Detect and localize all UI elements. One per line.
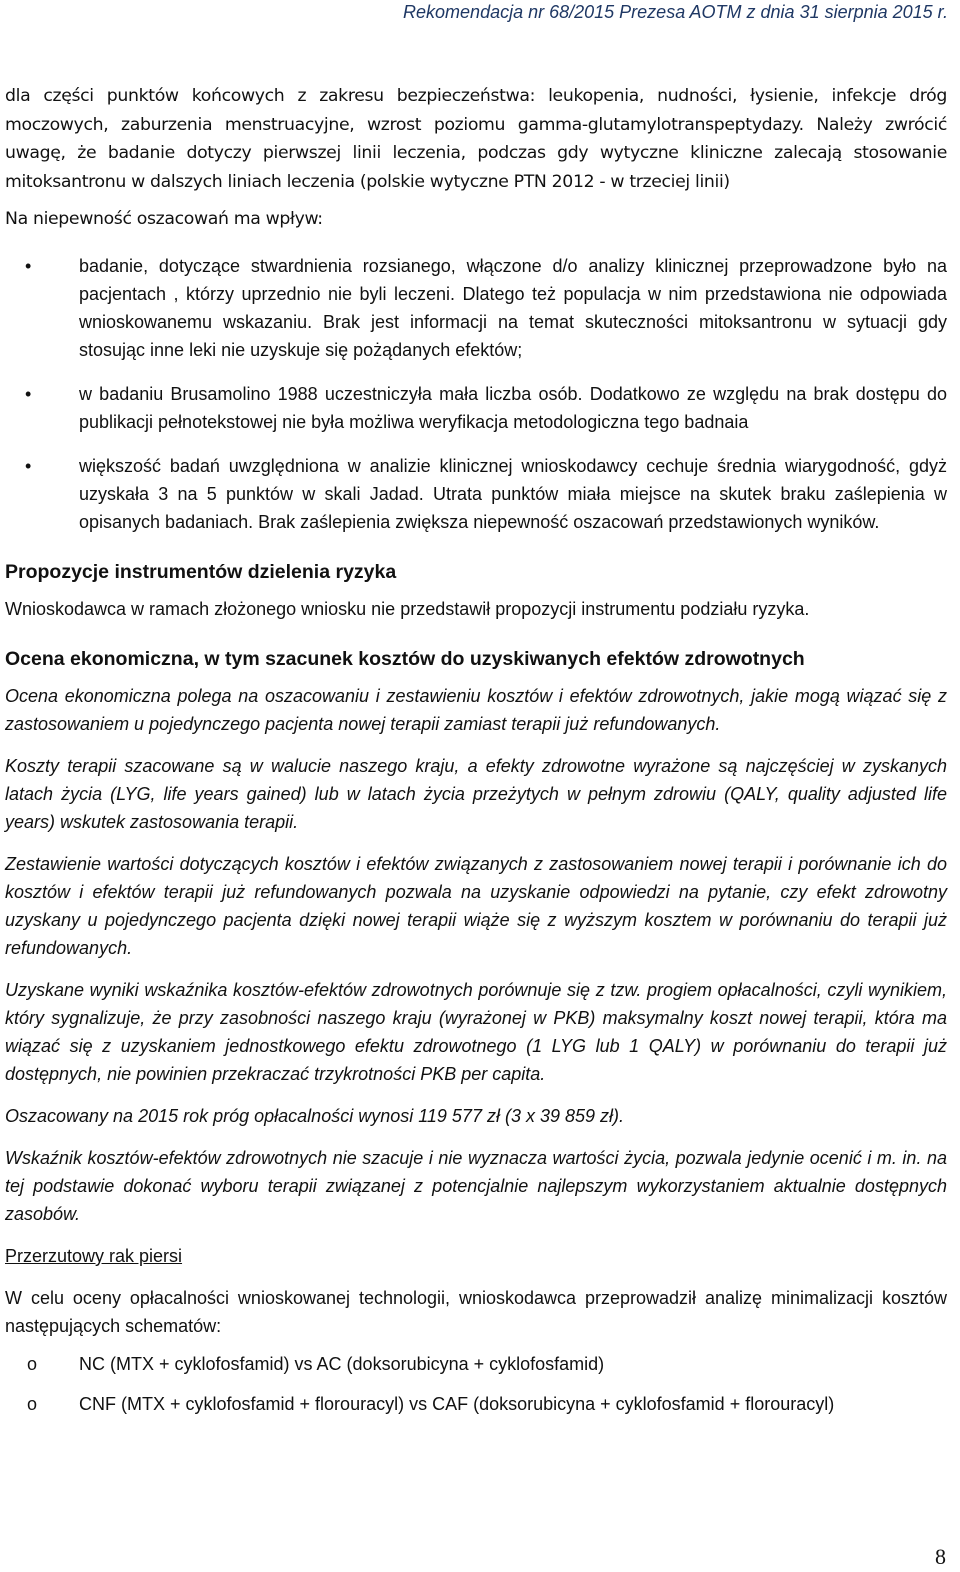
circle-bullet-icon: o <box>27 1353 38 1374</box>
economic-paragraph: Uzyskane wyniki wskaźnika kosztów-efektów zdrowotnych porównuje się z tzw. progiem opłacalności, czyli wynikiem, który sygnalizuje, że przy zasobności naszego kraju (wyrażonej w PKB) maksymalny koszt nowej terapii, która ma wiązać się z uzyskaniem jednostkowego efektu zdrowotnego (1 LYG lub 1 QALY) w porównaniu do terapii już dostępnych, nie powinien przekraczać trzykrotności PKB per capita. <box>5 979 947 1084</box>
page-content <box>5 82 947 1418</box>
list-item <box>5 380 947 436</box>
economic-paragraph: Ocena ekonomiczna polega na oszacowaniu i zestawieniu kosztów i efektów zdrowotnych, jakie mogą wiązać się z zastosowaniem u pojedynczego pacjenta nowej terapii zamiast terapii już refundowanych. <box>5 685 947 734</box>
risk-sharing-text: Wnioskodawca w ramach złożonego wniosku nie przedstawił propozycji instrumentu podziału ryzyka. <box>5 598 810 619</box>
list-item <box>5 1390 947 1418</box>
uncertainty-list <box>5 252 947 536</box>
list-item-text: w badaniu Brusamolino 1988 uczestniczyła mała liczba osób. Dodatkowo ze względu na brak dostępu do publikacji pełnotekstowej nie była możliwa weryfikacja metodologiczna tego badnaia <box>79 383 947 432</box>
bullet-icon: • <box>25 255 32 276</box>
list-item <box>5 252 947 364</box>
economic-paragraph: Zestawienie wartości dotyczących kosztów i efektów związanych z zastosowaniem nowej terapii i porównanie ich do kosztów i efektów terapii już refundowanych pozwala na uzyskanie odpowiedzi na pytanie, czy efekt zdrowotny uzyskany u pojedynczego pacjenta dzięki nowej terapii wiąże się z wyższym kosztem w porównaniu do terapii już refundowanych. <box>5 853 947 958</box>
economic-paragraph: Wskaźnik kosztów-efektów zdrowotnych nie szacuje i nie wyznacza wartości życia, pozwala jedynie ocenić i m. in. na tej podstawie dokonać wyboru terapii związanej z potencjalnie najlepszym wykorzystaniem aktualnie dostępnych zasobów. <box>5 1147 947 1224</box>
list-item-text: większość badań uwzględniona w analizie klinicznej wnioskodawcy cechuje średnia wiarygodność, gdyż uzyskała 3 na 5 punktów w skali Jadad. Utrata punktów miała miejsce na skutek braku zaślepienia w opisanych badaniach. Brak zaślepienia zwiększa niepewność oszacowań przedstawionych wyników. <box>79 455 947 532</box>
bullet-icon: • <box>25 455 32 476</box>
uncertainty-lead: Na niepewność oszacowań ma wpływ: <box>5 209 323 230</box>
list-item <box>5 1350 947 1378</box>
running-header: Rekomendacja nr 68/2015 Prezesa AOTM z dnia 31 sierpnia 2015 r. <box>403 2 948 22</box>
page-number: 8 <box>935 1544 946 1569</box>
threshold-paragraph: Oszacowany na 2015 rok próg opłacalności wynosi 119 577 zł (3 x 39 859 zł). <box>5 1105 625 1126</box>
breast-cancer-intro: W celu oceny opłacalności wnioskowanej technologii, wnioskodawca przeprowadził analizę minimalizacji kosztów następujących schematów: <box>5 1287 947 1336</box>
list-item-text: badanie, dotyczące stwardnienia rozsianego, włączone d/o analizy klinicznej przeprowadzone było na pacjentach , którzy uprzednio nie byli leczeni. Dlatego też populacja w nim przedstawiona nie odpowiada wnioskowanemu wskazaniu. Brak jest informacji na temat skuteczności mitoksantronu w sytuacji gdy stosując inne leki nie uzyskuje się pożądanych efektów; <box>79 255 947 360</box>
circle-bullet-icon: o <box>27 1393 38 1414</box>
scheme-text: CNF (MTX + cyklofosfamid + florouracyl) vs CAF (doksorubicyna + cyklofosfamid + florouracyl) <box>79 1393 835 1414</box>
economic-heading: Ocena ekonomiczna, w tym szacunek kosztów do uzyskiwanych efektów zdrowotnych <box>5 647 805 670</box>
breast-cancer-subheading: Przerzutowy rak piersi <box>5 1245 183 1266</box>
economic-paragraph: Koszty terapii szacowane są w walucie naszego kraju, a efekty zdrowotne wyrażone są najczęściej w zyskanych latach życia (LYG, life years gained) lub w latach życia przeżytych w pełnym zdrowiu (QALY, quality adjusted life years) wskutek zastosowania terapii. <box>5 755 947 832</box>
risk-sharing-heading: Propozycje instrumentów dzielenia ryzyka <box>5 560 397 583</box>
scheme-list <box>5 1350 947 1418</box>
intro-paragraph: dla części punktów końcowych z zakresu bezpieczeństwa: leukopenia, nudności, łysienie, infekcje dróg moczowych, zaburzenia menstruacyjne, wzrost poziomu gamma-glutamylotranspeptydazy. Należy zwrócić uwagę, że badanie dotyczy pierwszej linii leczenia, podczas gdy wytyczne kliniczne zalecają stosowanie mitoksantronu w dalszych liniach leczenia (polskie wytyczne PTN 2012 - w trzeciej linii) <box>5 86 947 192</box>
list-item <box>5 452 947 536</box>
bullet-icon: • <box>25 383 32 404</box>
scheme-text: NC (MTX + cyklofosfamid) vs AC (doksorubicyna + cyklofosfamid) <box>79 1353 605 1374</box>
